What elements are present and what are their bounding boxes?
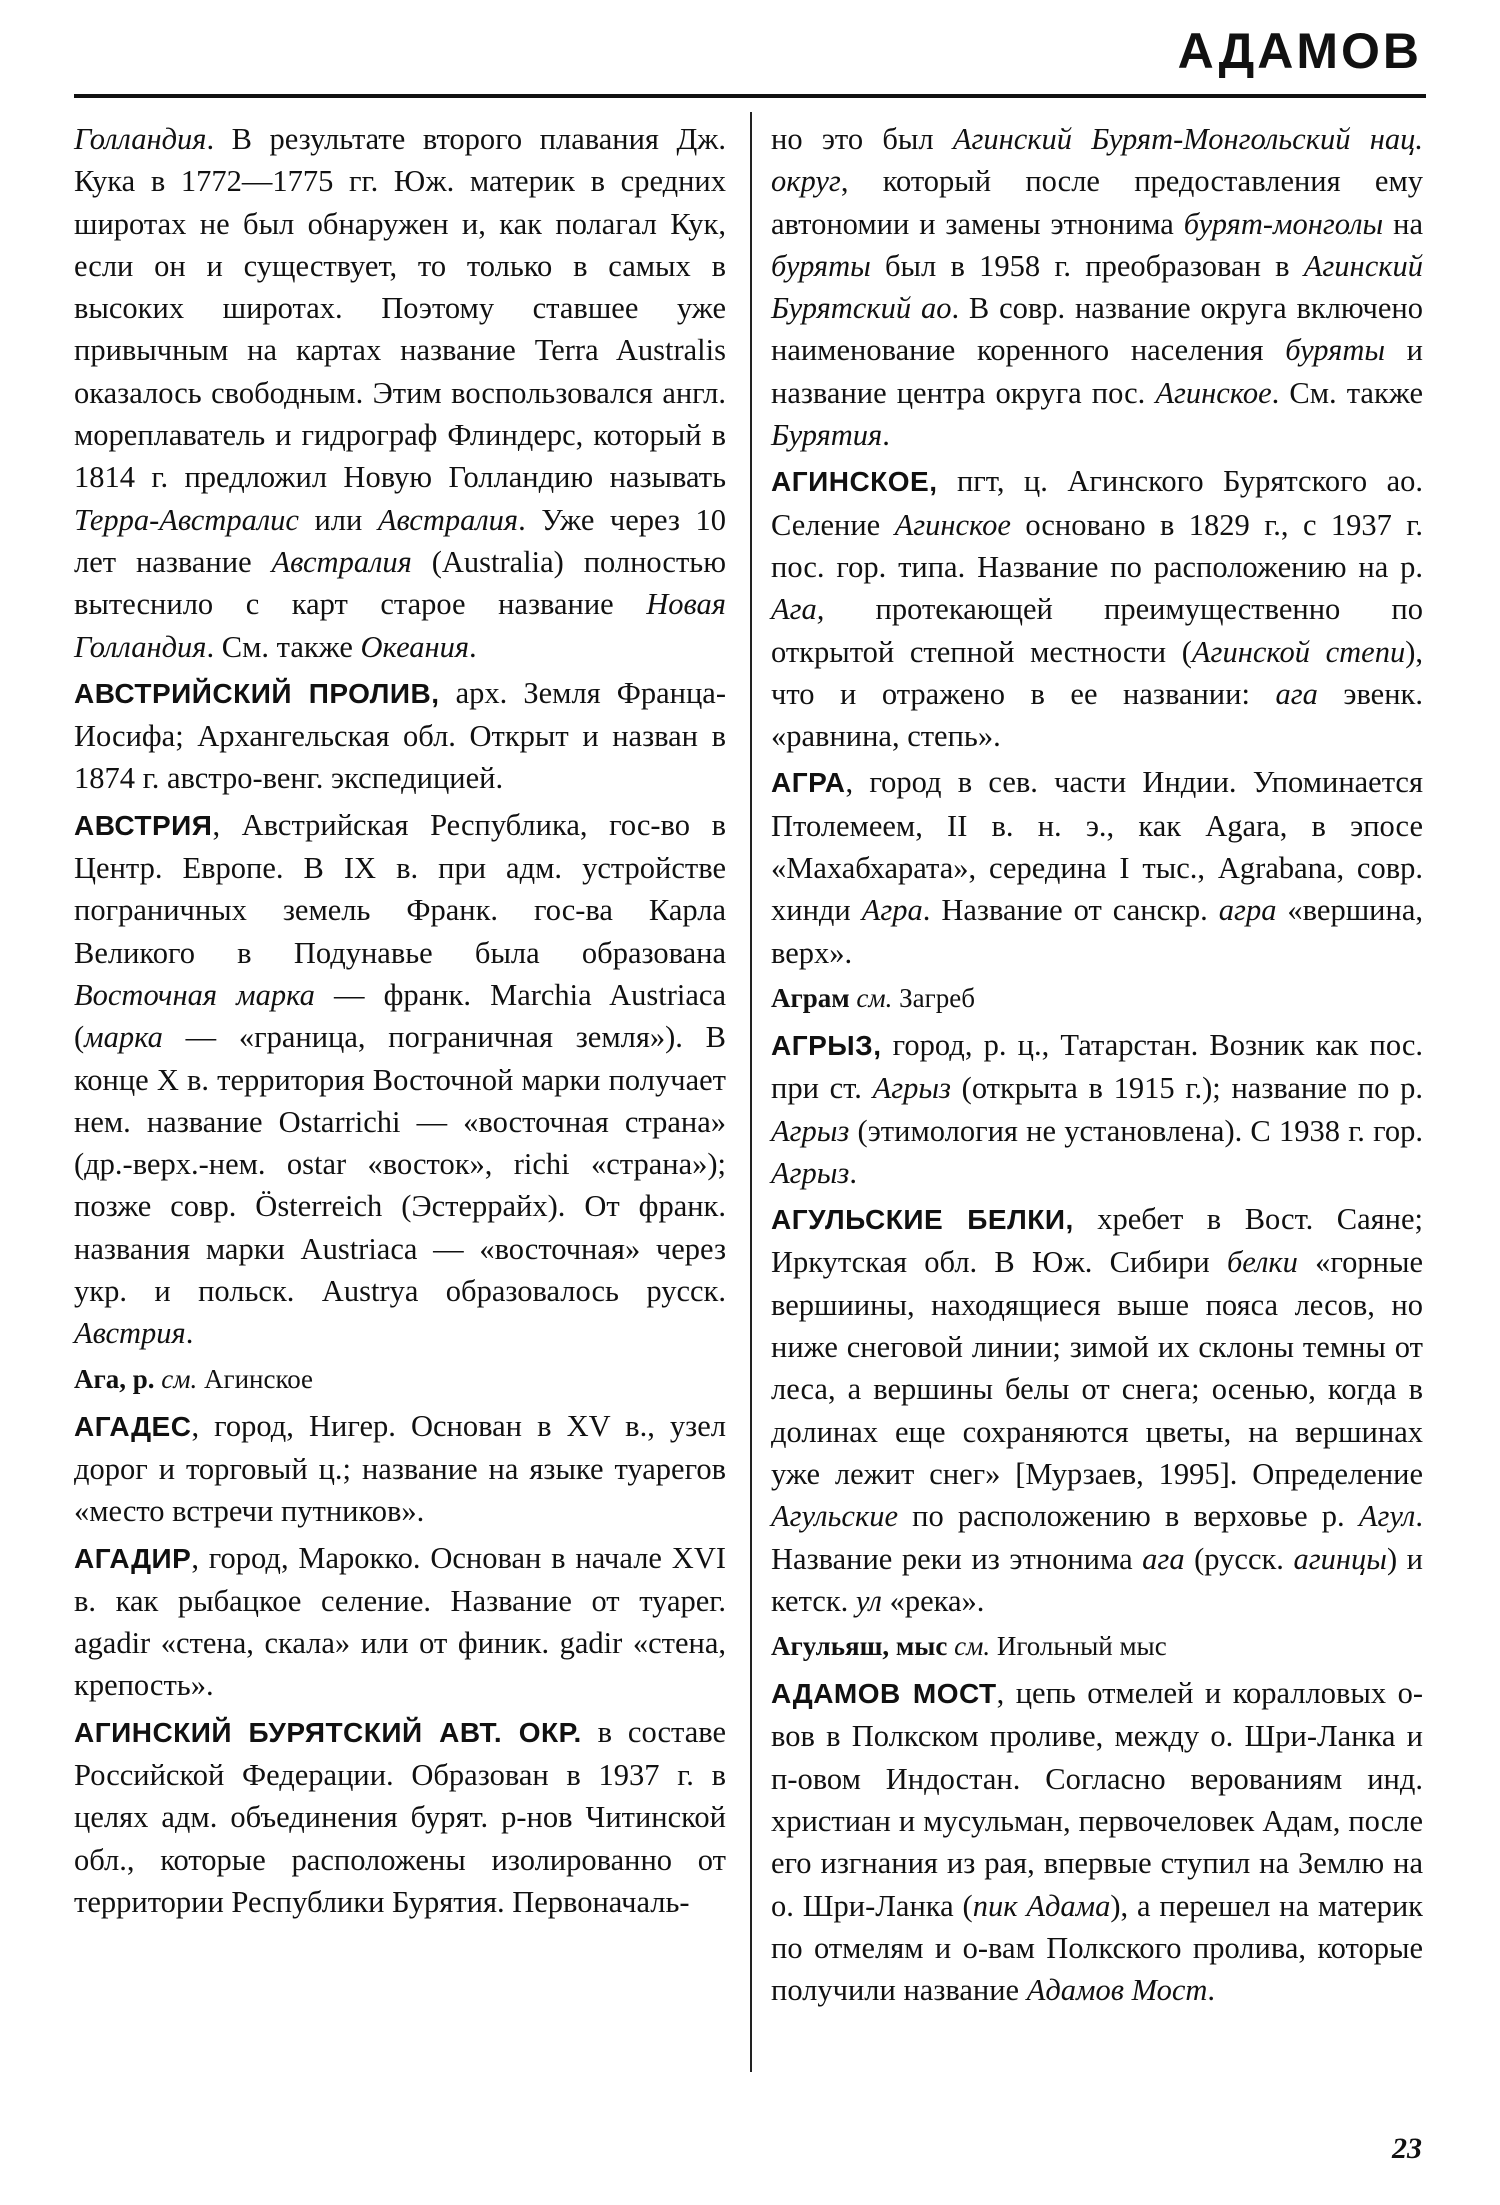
entry-continuation: Голландия. В результате второго плавания Дж. Кука в 1772—1775 гг. Юж. материк в средних широтах не был обнаружен и, как полагал Кук, если он и существует, то только в самых в высоких широтах. Поэтому ставшее уже привычным на картах название Terra Australis оказалось свободным. Этим воспользовался англ. мореплаватель и гидрограф Флиндерс, который в 1814 г. предложил Новую Голландию называть Терра-Австралис или Австралия. Уже через 10 лет название Австралия (Australia) полностью вытеснило с карт старое название Новая Голландия. См. также Океания. [74,122,726,664]
headword: АГАДИР [74,1542,192,1574]
headword: АГИНСКИЙ БУРЯТСКИЙ АВТ. ОКР. [74,1716,582,1748]
entry-continuation: но это был Агинский Бурят-Монгольский нац. округ, который после предоставления ему автономии и замены этнонима бурят-монголы на буряты был в 1958 г. преобразован в Агинский Бурятский ао. В совр. название округа включено наименование коренного населения буряты и название центра округа пос. Агинское. См. также Бурятия. [771,122,1424,453]
left-column [74,118,726,1927]
headword: АГУЛЬСКИЕ БЕЛКИ, [771,1204,1074,1236]
headword: АГРЫЗ, [771,1029,882,1061]
entry-avstriyskiy-proliv: АВСТРИЙСКИЙ ПРОЛИВ, арх. Земля Франца-Иосифа; Архангельская обл. Открыт и назван в 1874 г. австро-венг. экспедицией. [74,675,726,796]
headword: АГАДЕС [74,1410,192,1442]
entry-agadir: АГАДИР, город, Марокко. Основан в начале XVI в. как рыбацкое селение. Название от туарег. agadir «стена, скала» или от финик. gadir «стена, крепость». [74,1540,726,1703]
running-head: АДАМОВ [1177,23,1422,79]
cross-reference-agram: Аграм см. Загреб [771,982,975,1013]
headword: АГРА [771,767,846,799]
cross-reference-aga: Ага, р. см. Агинское [74,1363,314,1394]
entry-agulskie-belki: АГУЛЬСКИЕ БЕЛКИ, хребет в Вост. Саяне; Иркутская обл. В Юж. Сибири белки «горные вершиины, находящиеся выше пояса лесов, но ниже снеговой линии; зимой их склоны темны от леса, а вершины белы от снега; осенью, когда в долинах еще сохраняются цветы, на вершинах уже лежит снег» [Мурзаев, 1995]. Определение Агульские по расположению в верховье р. Агул. Название реки из этнонима ага (русск. агинцы) и кетск. ул «река». [771,1202,1424,1618]
right-column [771,118,1423,2015]
entry-agryz: АГРЫЗ, город, р. ц., Татарстан. Возник как пос. при ст. Агрыз (открыта в 1915 г.); название по р. Агрыз (этимология не установлена). С 1938 г. гор. Агрыз. [771,1027,1424,1190]
entry-avstriya: АВСТРИЯ, Австрийская Республика, гос-во в Центр. Европе. В IX в. при адм. устройстве пограничных земель Франк. гос-ва Карла Великого в Подунавье была образована Восточная марка — франк. Marchia Austriaca (марка — «граница, пограничная земля»). В конце X в. территория Восточной марки получает нем. название Ostarrichi — «восточная страна» (др.-верх.-нем. ostar «восток», richi «страна»); позже совр. Österreich (Эстеррайх). От франк. названия марки Austriaca — «восточная» через укр. и польск. Austrya образовалось русск. Австрия. [74,807,726,1351]
headword: АВСТРИЯ [74,809,213,841]
entry-adamov-most: АДАМОВ МОСТ, цепь отмелей и коралловых о-вов в Полкском проливе, между о. Шри-Ланка и п-овом Индостан. Согласно верованиям инд. христиан и мусульман, первочеловек Адам, после его изгнания из рая, впервые ступил на Землю на о. Шри-Ланка (пик Адама), а перешел на материк по отмелям и о-вам Полкского пролива, которые получили название Адамов Мост. [771,1676,1424,2008]
header-rule [74,94,1426,98]
cross-reference-agulyash: Агульяш, мыс см. Игольный мыс [771,1631,1167,1662]
headword: АГИНСКОЕ, [771,466,938,498]
entry-agades: АГАДЕС, город, Нигер. Основан в XV в., узел дорог и торговый ц.; название на языке туарегов «место встречи путников». [74,1408,726,1529]
column-divider [750,112,752,2072]
entry-aginskoe: АГИНСКОЕ, пгт, ц. Агинского Бурятского ао. Селение Агинское основано в 1829 г., с 1937 г. пос. гор. типа. Название по расположению на р. Ага, протекающей преимущественно по открытой степной местности (Агинской степи), что и отражено в ее названии: ага эвенк. «равнина, степь». [771,464,1424,754]
page-number: 23 [1392,2132,1422,2165]
entry-aginskiy-okrug: АГИНСКИЙ БУРЯТСКИЙ АВТ. ОКР. в составе Российской Федерации. Образован в 1937 г. в целях адм. объединения бурят. р-нов Читинской обл., которые расположены изолированно от территории Республики Бурятия. Первоначаль- [74,1714,726,1919]
headword: АДАМОВ МОСТ [771,1678,997,1710]
entry-agra: АГРА, город в сев. части Индии. Упоминается Птолемеем, II в. н. э., как Agara, в эпосе «Махабхарата», середина I тыс., Agrabana, совр. хинди Агра. Название от санскр. агра «вершина, верх». [771,765,1423,970]
headword: АВСТРИЙСКИЙ ПРОЛИВ, [74,677,440,709]
